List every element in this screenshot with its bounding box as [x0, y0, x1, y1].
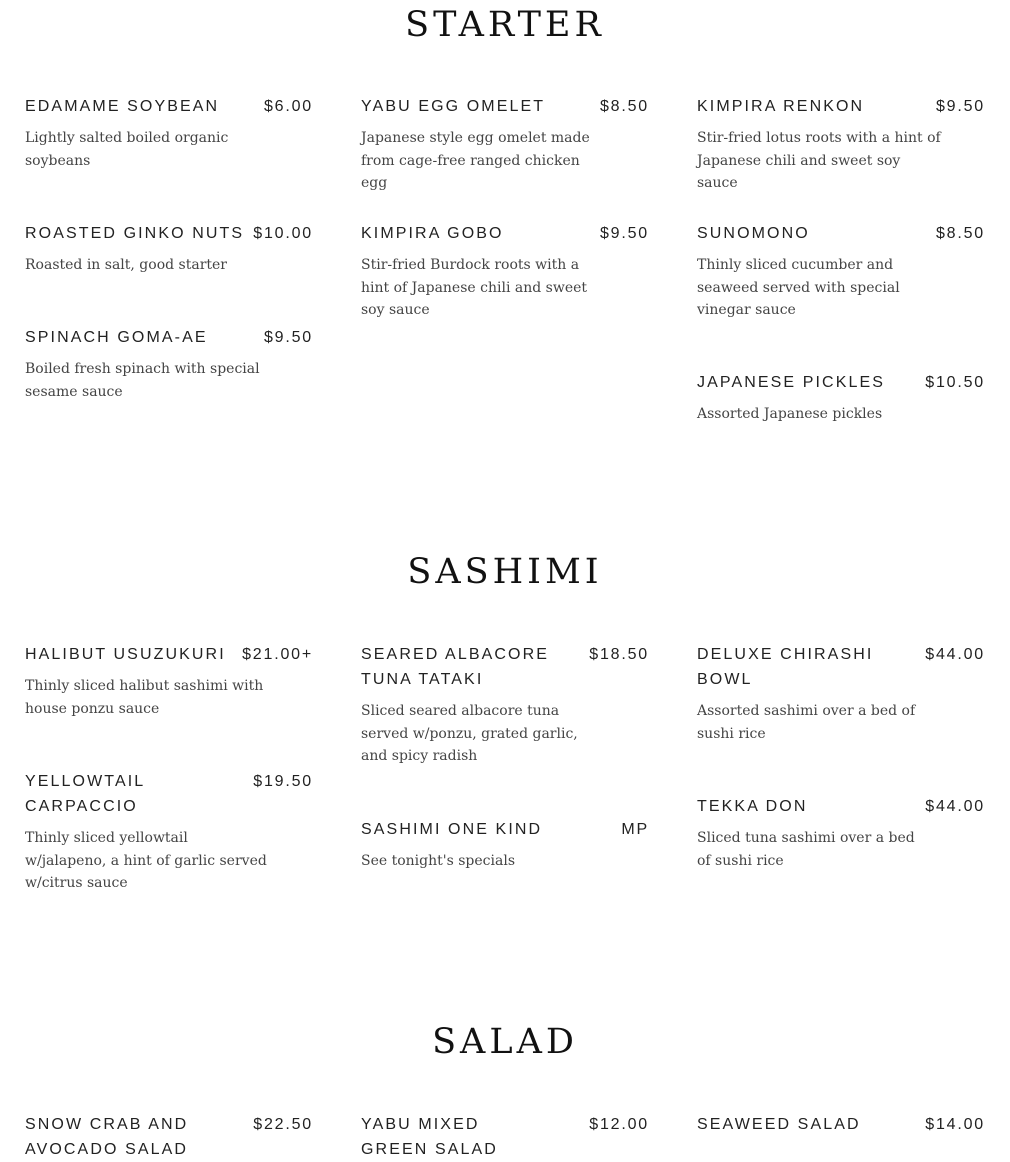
item-price: $14.00 — [925, 1116, 985, 1133]
item-name: YABU EGG OMELET — [361, 98, 546, 115]
item-price: $22.50 — [253, 1116, 313, 1133]
item-price: MP — [621, 821, 649, 838]
item-price: $10.50 — [925, 374, 985, 391]
menu-item — [361, 817, 649, 873]
menu-item — [361, 1112, 649, 1162]
item-price: $9.50 — [935, 98, 985, 115]
item-name: KIMPIRA GOBO — [361, 225, 504, 242]
item-price: $18.50 — [589, 646, 649, 663]
menu-item — [361, 642, 649, 768]
item-name: SPINACH GOMA-AE — [25, 329, 208, 346]
menu-item — [697, 1112, 985, 1137]
menu-item — [25, 94, 313, 172]
item-description: Assorted sashimi over a bed of sushi rice — [697, 703, 916, 742]
section-title-sashimi: SASHIMI — [407, 552, 603, 592]
menu-item — [697, 642, 985, 745]
item-name: ROASTED GINKO NUTS — [25, 225, 245, 242]
item-name: HALIBUT USUZUKURI — [25, 646, 226, 663]
item-name: EDAMAME SOYBEAN — [25, 98, 220, 115]
menu-item — [697, 370, 985, 426]
menu-item — [25, 1112, 313, 1162]
item-name: SASHIMI ONE KIND — [361, 821, 543, 838]
menu-item — [25, 642, 313, 720]
menu-item — [25, 769, 313, 895]
menu-item — [25, 325, 313, 403]
item-price: $8.50 — [935, 225, 985, 242]
item-description: Boiled fresh spinach with special sesame sauce — [25, 361, 260, 400]
item-price: $19.50 — [253, 773, 313, 790]
menu-item — [697, 221, 985, 322]
item-name: TEKKA DON — [697, 798, 808, 815]
item-name: DELUXE CHIRASHI BOWL — [697, 646, 874, 688]
item-price: $21.00+ — [242, 646, 313, 663]
item-name: YABU MIXED GREEN SALAD — [361, 1116, 498, 1158]
item-price: $44.00 — [925, 798, 985, 815]
item-price: $9.50 — [599, 225, 649, 242]
item-description: Sliced tuna sashimi over a bed of sushi rice — [697, 830, 915, 869]
item-name: JAPANESE PICKLES — [697, 374, 886, 391]
item-price: $6.00 — [263, 98, 313, 115]
menu-item — [697, 94, 985, 195]
menu-item — [361, 221, 649, 322]
item-description: Thinly sliced yellowtail w/jalapeno, a hint of garlic served w/citrus sauce — [25, 830, 267, 891]
menu-item — [361, 94, 649, 195]
item-description: Roasted in salt, good starter — [25, 257, 227, 273]
item-name: SNOW CRAB AND AVOCADO SALAD — [25, 1116, 189, 1158]
item-name: KIMPIRA RENKON — [697, 98, 865, 115]
item-description: Japanese style egg omelet made from cage-free ranged chicken egg — [361, 130, 590, 191]
menu-item — [697, 794, 985, 872]
section-title-salad: SALAD — [432, 1022, 578, 1062]
item-description: Sliced seared albacore tuna served w/ponzu, grated garlic, and spicy radish — [361, 703, 578, 764]
section-title-starter: STARTER — [405, 5, 605, 45]
item-price: $12.00 — [589, 1116, 649, 1133]
item-price: $9.50 — [263, 329, 313, 346]
item-description: Assorted Japanese pickles — [697, 406, 883, 422]
item-name: SUNOMONO — [697, 225, 810, 242]
item-description: Stir-fried lotus roots with a hint of Japanese chili and sweet soy sauce — [697, 130, 941, 191]
item-price: $44.00 — [925, 646, 985, 663]
item-name: YELLOWTAIL CARPACCIO — [25, 773, 145, 815]
item-description: Lightly salted boiled organic soybeans — [25, 130, 229, 169]
item-name: SEAWEED SALAD — [697, 1116, 861, 1133]
item-description: Thinly sliced halibut sashimi with house ponzu sauce — [25, 678, 264, 717]
item-description: Stir-fried Burdock roots with a hint of Japanese chili and sweet soy sauce — [361, 257, 588, 318]
item-price: $10.00 — [253, 225, 313, 242]
item-name: SEARED ALBACORE TUNA TATAKI — [361, 646, 549, 688]
menu-item — [25, 221, 313, 277]
item-price: $8.50 — [599, 98, 649, 115]
item-description: Thinly sliced cucumber and seaweed served with special vinegar sauce — [697, 257, 900, 318]
item-description: See tonight's specials — [361, 853, 516, 869]
